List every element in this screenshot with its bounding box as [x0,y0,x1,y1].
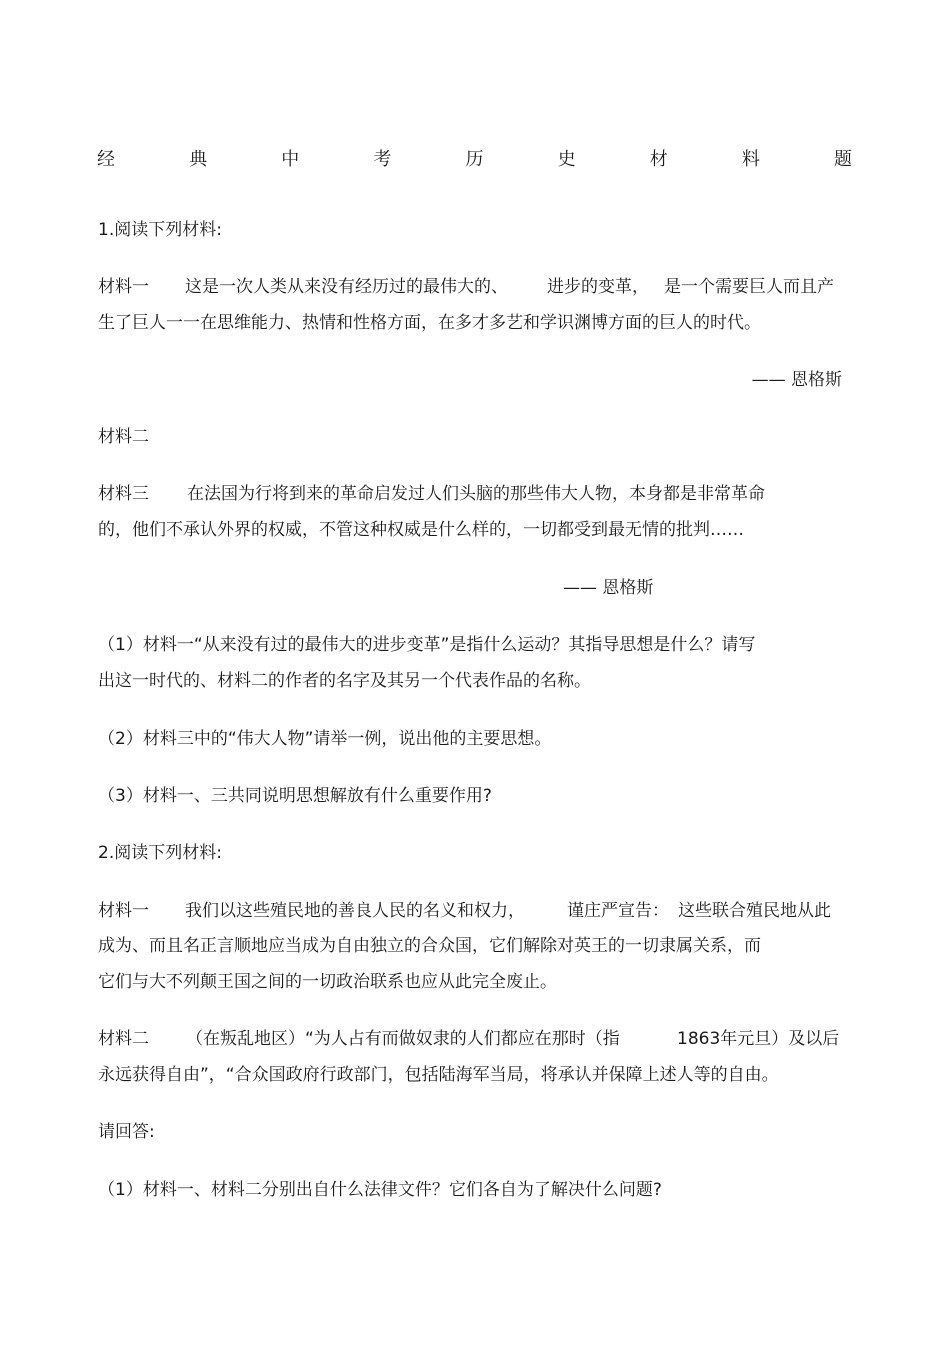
q1-material-3-label: 材料三 [98,484,149,504]
q1-material-1-text: 生了巨人一一在思维能力、热情和性格方面，在多才多艺和学识渊博方面的巨人的时代。 [98,313,761,333]
question-1-heading: 1.阅读下列材料: [98,220,222,240]
title-char: 考 [373,149,392,170]
q1-subquestion-2: （2）材料三中的“伟大人物”请举一例，说出他的主要思想。 [98,729,552,749]
q1-material-3-source: —— 恩格斯 [563,578,654,598]
q2-material-2-text: 永远获得自由”，“合众国政府行政部门，包括陆海军当局，将承认并保障上述人等的自由。 [98,1065,779,1085]
q1-material-1-text: 这是一次人类从来没有经历过的最伟大的、 [185,277,508,297]
question-2-heading: 2.阅读下列材料: [98,843,222,863]
title-char: 历 [465,149,484,170]
page-title [97,151,852,169]
q1-material-1-label: 材料一 [98,277,149,297]
q1-material-1-text: 进步的变革， [547,277,649,297]
title-char: 材 [649,149,668,170]
q1-material-1-text: 是一个需要巨人而且产 [664,277,834,297]
title-char: 史 [557,149,576,170]
title-char: 中 [281,149,300,170]
q2-material-1-text: 它们与大不列颠王国之间的一切政治联系也应从此完全废止。 [98,972,557,992]
q1-material-3-text: 的，他们不承认外界的权威，不管这种权威是什么样的，一切都受到最无情的批判…… [98,520,744,540]
q1-material-2-label: 材料二 [98,427,149,447]
q2-subquestion-1: （1）材料一、材料二分别出自什么法律文件？它们各自为了解决什么问题? [98,1180,662,1200]
q2-material-2-label: 材料二 [98,1029,149,1049]
q1-material-3-text: 在法国为行将到来的革命启发过人们头脑的那些伟大人物，本身都是非常革命 [187,484,765,504]
q2-material-2-text: （在叛乱地区）“为人占有而做奴隶的人们都应在那时（指 [186,1029,620,1049]
title-char: 经 [97,149,115,170]
q2-material-1-label: 材料一 [98,901,149,921]
q1-subquestion-3: （3）材料一、三共同说明思想解放有什么重要作用? [98,786,492,806]
q2-material-1-text: 谨庄严宣告： [567,901,669,921]
q2-answer-prompt: 请回答: [98,1122,155,1142]
q2-material-1-text: 成为、而且名正言顺地应当成为自由独立的合众国，它们解除对英王的一切隶属关系，而 [98,936,761,956]
title-char: 题 [834,149,852,170]
q2-material-1-text: 这些联合殖民地从此 [678,901,831,921]
title-char: 典 [189,149,208,170]
q1-subquestion-1: （1）材料一“从来没有过的最伟大的进步变革”是指什么运动？其指导思想是什么？请写 [98,635,756,655]
q1-subquestion-1: 出这一时代的、材料二的作者的名字及其另一个代表作品的名称。 [98,671,591,691]
q2-material-1-text: 我们以这些殖民地的善良人民的名义和权力， [185,901,525,921]
q1-material-1-source: —— 恩格斯 [751,370,842,390]
title-char: 料 [741,149,760,170]
q2-material-2-text: 1863年元旦）及以后 [677,1029,840,1049]
